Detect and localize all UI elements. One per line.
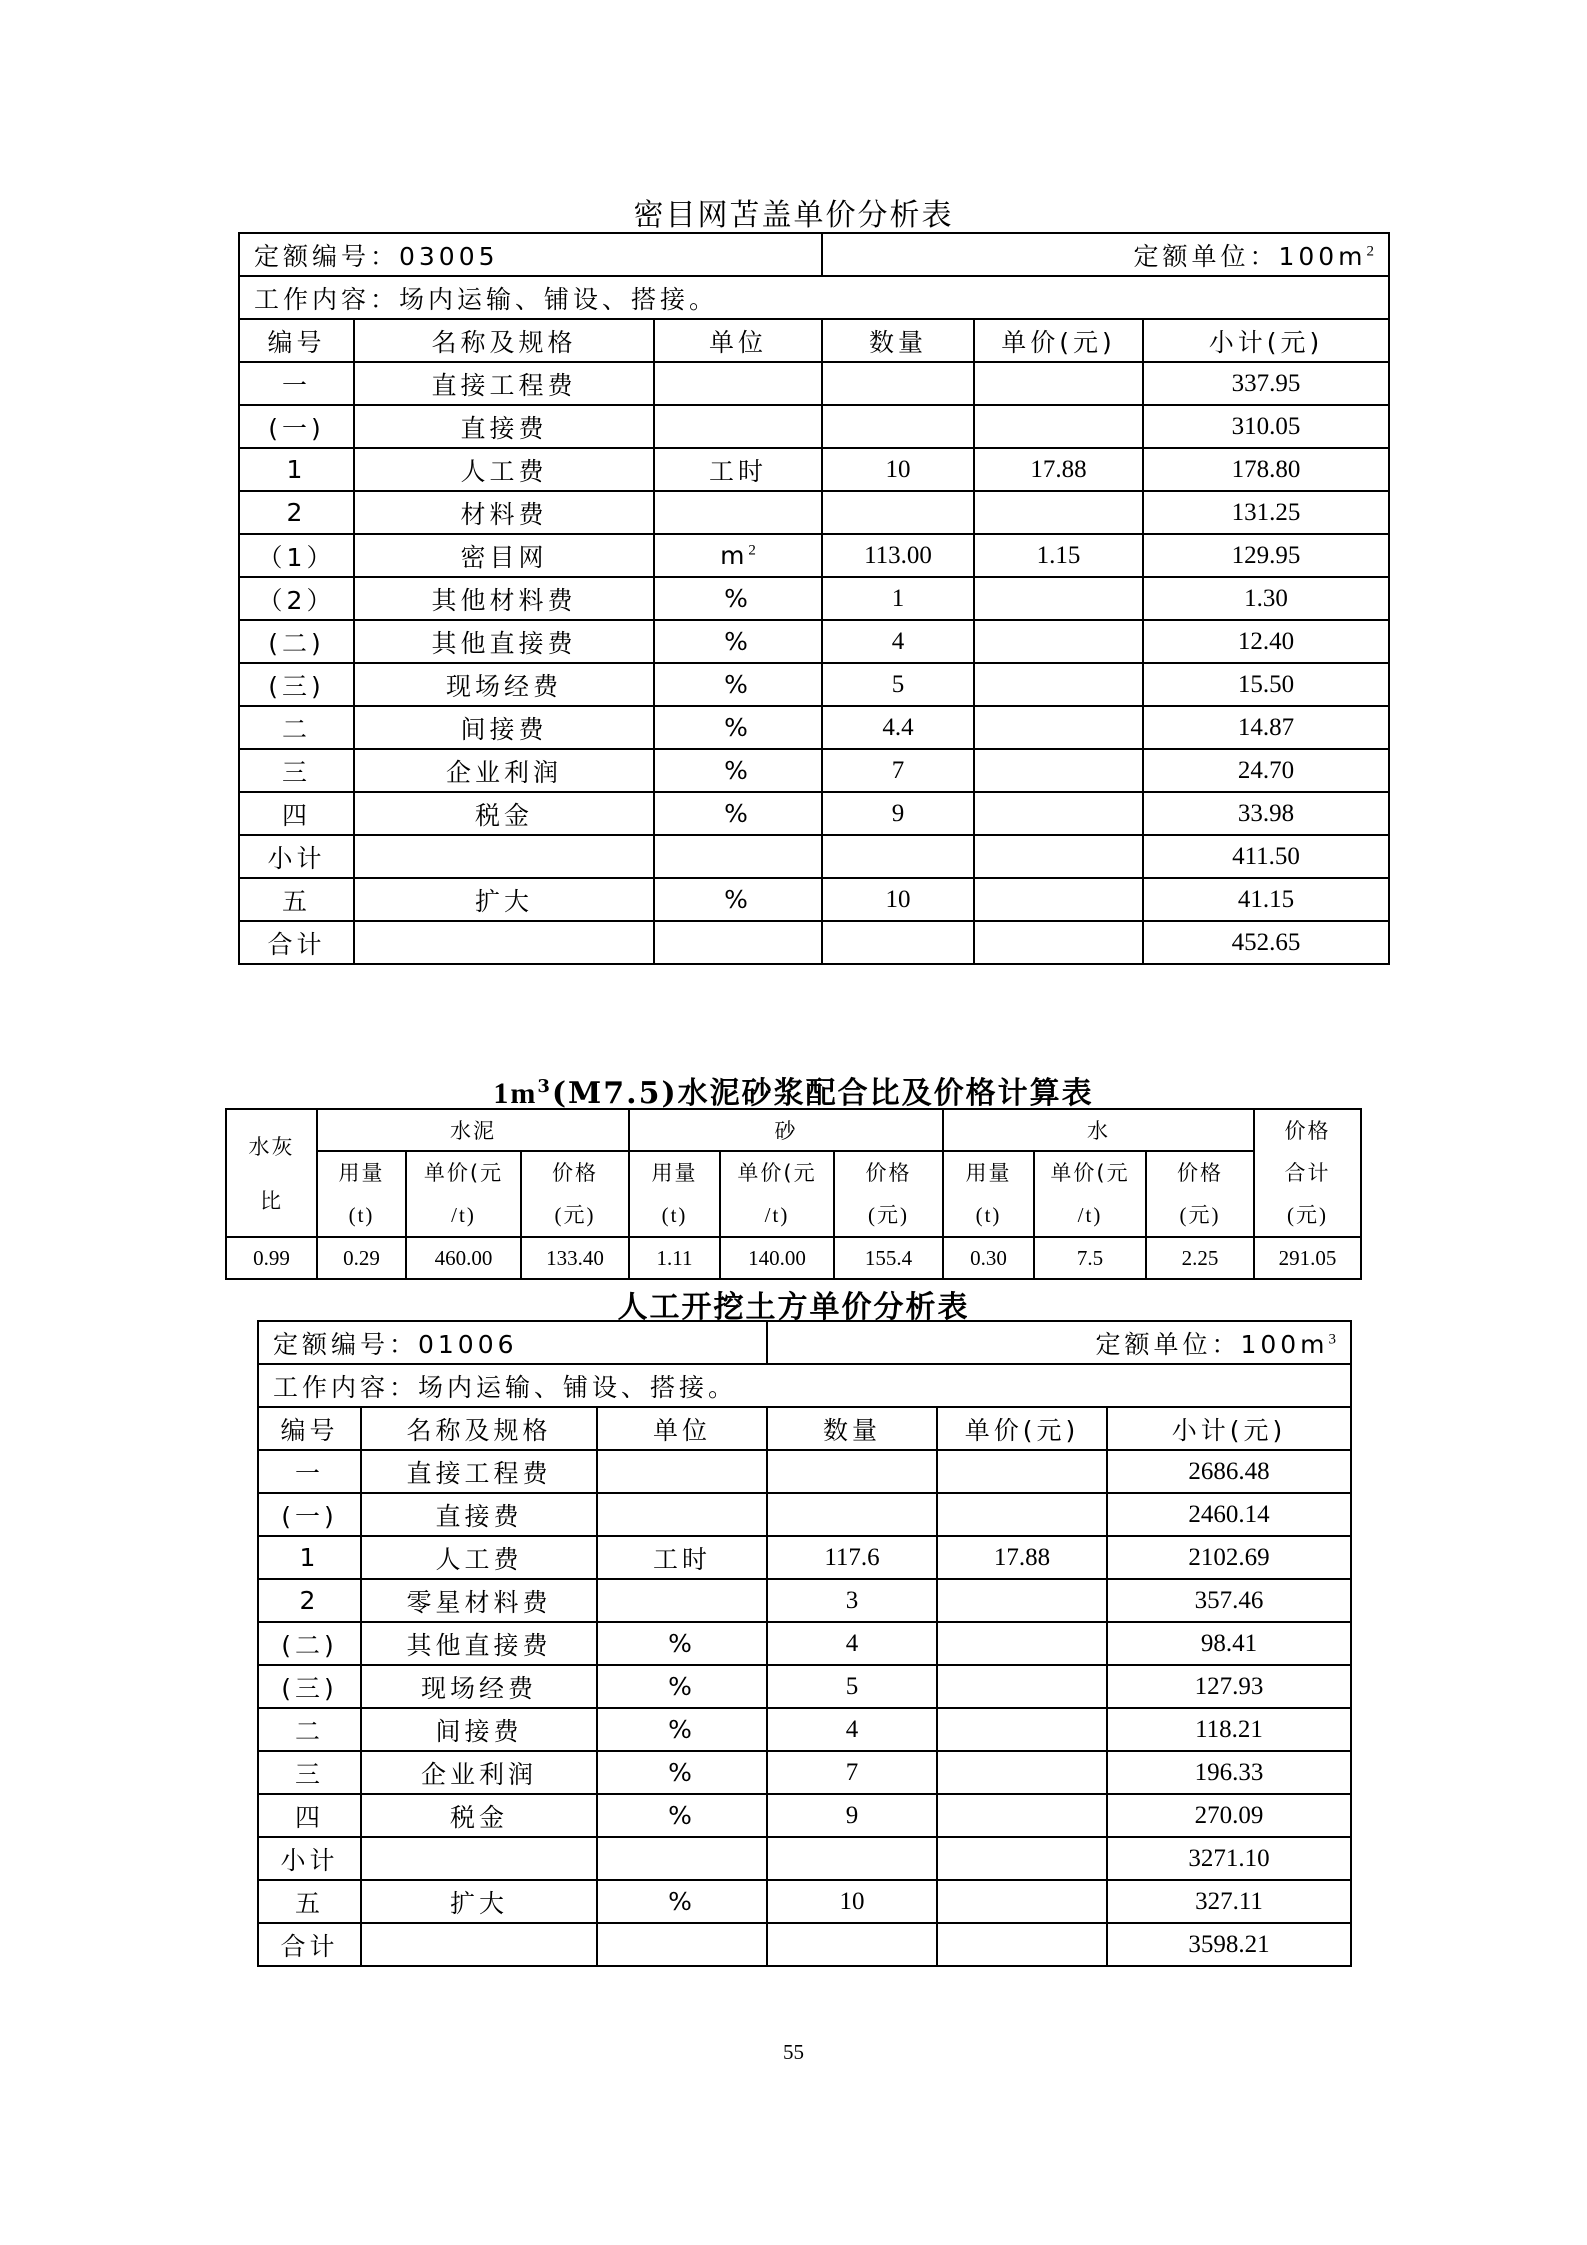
cell-price <box>937 1450 1107 1493</box>
header-cell: 名称及规格 <box>361 1407 597 1450</box>
cell-no: (三) <box>258 1665 361 1708</box>
water-usage-header: 用量 (t) <box>943 1151 1034 1237</box>
cell-name <box>361 1923 597 1966</box>
cell-name: 直接工程费 <box>354 362 654 405</box>
work-content: 工作内容：场内运输、铺设、搭接。 <box>239 276 1389 319</box>
cell-unit: % <box>654 706 822 749</box>
data-cell: 460.00 <box>406 1237 521 1279</box>
cell-price: 17.88 <box>937 1536 1107 1579</box>
cell-qty: 113.00 <box>822 534 974 577</box>
water-cement-ratio-header: 水灰 比 <box>226 1109 317 1237</box>
cell-name <box>354 921 654 964</box>
table-row <box>258 1794 1351 1837</box>
table3-title: 人工开挖土方单价分析表 <box>617 1290 970 1325</box>
cell-price: 1.15 <box>974 534 1143 577</box>
cell-no: 三 <box>239 749 354 792</box>
table-row <box>258 1837 1351 1880</box>
cell-price <box>974 405 1143 448</box>
quota-unit: 定额单位：$100m^2$ <box>822 233 1389 276</box>
cell-no: (三) <box>239 663 354 706</box>
cell-sub: 337.95 <box>1143 362 1389 405</box>
cell-price <box>974 706 1143 749</box>
cell-name: 直接费 <box>354 405 654 448</box>
cell-no: 三 <box>258 1751 361 1794</box>
cell-price <box>974 362 1143 405</box>
quota-number: 定额编号：01006 <box>258 1321 767 1364</box>
table-row <box>258 1923 1351 1966</box>
cell-sub: 196.33 <box>1107 1751 1351 1794</box>
table-row <box>258 1450 1351 1493</box>
cell-unit <box>597 1923 767 1966</box>
cell-no: 一 <box>239 362 354 405</box>
cell-qty <box>767 1837 937 1880</box>
cell-unit: % <box>654 749 822 792</box>
data-cell: 155.4 <box>834 1237 943 1279</box>
cell-sub: 118.21 <box>1107 1708 1351 1751</box>
table2-title: $1m^3(M7.5)$水泥砂浆配合比及价格计算表 <box>493 1076 1094 1111</box>
cell-unit: % <box>597 1880 767 1923</box>
table-row <box>258 1579 1351 1622</box>
cell-price <box>937 1579 1107 1622</box>
data-cell: 0.30 <box>943 1237 1034 1279</box>
table3-manual-excavation <box>257 1320 1352 1967</box>
data-cell: 133.40 <box>521 1237 629 1279</box>
table-row <box>239 491 1389 534</box>
data-cell: 7.5 <box>1034 1237 1146 1279</box>
cell-qty: 10 <box>822 448 974 491</box>
cell-price <box>937 1923 1107 1966</box>
cell-name <box>354 835 654 878</box>
water-unit-price-header: 单价(元 /t) <box>1034 1151 1146 1237</box>
cell-qty: 4 <box>767 1708 937 1751</box>
cell-qty: 4 <box>767 1622 937 1665</box>
cell-name: 间接费 <box>361 1708 597 1751</box>
cell-qty <box>767 1450 937 1493</box>
cell-no: 四 <box>258 1794 361 1837</box>
table-header-row <box>239 319 1389 362</box>
cell-name: 扩大 <box>361 1880 597 1923</box>
cell-price <box>974 835 1143 878</box>
header-cell: 数量 <box>822 319 974 362</box>
table-row <box>239 878 1389 921</box>
table-row <box>258 1493 1351 1536</box>
data-cell: 291.05 <box>1254 1237 1361 1279</box>
cell-sub: 15.50 <box>1143 663 1389 706</box>
cement-price-header: 价格 (元) <box>521 1151 629 1237</box>
table-row <box>239 921 1389 964</box>
cell-no: 合计 <box>258 1923 361 1966</box>
cell-sub: 178.80 <box>1143 448 1389 491</box>
cell-price <box>937 1751 1107 1794</box>
cell-price <box>937 1493 1107 1536</box>
cell-qty <box>767 1923 937 1966</box>
table2-mortar-mix <box>225 1108 1362 1280</box>
table-row <box>239 577 1389 620</box>
cell-qty: 1 <box>822 577 974 620</box>
cell-qty: 9 <box>767 1794 937 1837</box>
cell-unit <box>654 491 822 534</box>
cell-qty <box>767 1493 937 1536</box>
cell-sub: 2102.69 <box>1107 1536 1351 1579</box>
cell-sub: 357.46 <box>1107 1579 1351 1622</box>
cell-qty: 4 <box>822 620 974 663</box>
cell-no: 二 <box>239 706 354 749</box>
cell-sub: 14.87 <box>1143 706 1389 749</box>
table-row <box>239 362 1389 405</box>
cell-no: (一) <box>239 405 354 448</box>
group-cement: 水泥 <box>317 1109 629 1151</box>
cell-qty: 117.6 <box>767 1536 937 1579</box>
cell-no: 2 <box>239 491 354 534</box>
cell-price <box>937 1837 1107 1880</box>
cell-unit: % <box>597 1665 767 1708</box>
cell-name: 现场经费 <box>354 663 654 706</box>
cell-no: 1 <box>258 1536 361 1579</box>
cell-price <box>974 491 1143 534</box>
cell-name: 企业利润 <box>354 749 654 792</box>
cell-unit <box>654 921 822 964</box>
table-row <box>258 1536 1351 1579</box>
cell-no: (二) <box>239 620 354 663</box>
table-row <box>258 1665 1351 1708</box>
data-cell: 140.00 <box>720 1237 834 1279</box>
cell-name: 企业利润 <box>361 1751 597 1794</box>
cell-sub: 270.09 <box>1107 1794 1351 1837</box>
cell-name: 零星材料费 <box>361 1579 597 1622</box>
group-sand: 砂 <box>629 1109 943 1151</box>
cell-unit <box>597 1450 767 1493</box>
total-price-header: 价格 合计 (元) <box>1254 1109 1361 1237</box>
cell-no: 小计 <box>239 835 354 878</box>
cell-qty: 9 <box>822 792 974 835</box>
cell-no: （1） <box>239 534 354 577</box>
cell-unit: % <box>654 663 822 706</box>
cell-unit: % <box>654 878 822 921</box>
cell-sub: 12.40 <box>1143 620 1389 663</box>
table-row <box>239 835 1389 878</box>
cell-name <box>361 1837 597 1880</box>
cell-no: 1 <box>239 448 354 491</box>
cell-name: 材料费 <box>354 491 654 534</box>
cement-usage-header: 用量 (t) <box>317 1151 406 1237</box>
data-cell: 0.29 <box>317 1237 406 1279</box>
cell-unit <box>597 1493 767 1536</box>
cell-sub: 98.41 <box>1107 1622 1351 1665</box>
table-row <box>239 749 1389 792</box>
cell-unit: $m^2$ <box>654 534 822 577</box>
cell-unit: % <box>654 577 822 620</box>
cell-price <box>974 921 1143 964</box>
cell-name: 其他材料费 <box>354 577 654 620</box>
cell-unit: % <box>654 792 822 835</box>
group-water: 水 <box>943 1109 1254 1151</box>
cell-qty: 5 <box>767 1665 937 1708</box>
table-row <box>239 534 1389 577</box>
cell-no: 二 <box>258 1708 361 1751</box>
sand-price-header: 价格 (元) <box>834 1151 943 1237</box>
cell-sub: 131.25 <box>1143 491 1389 534</box>
header-cell: 小计(元) <box>1107 1407 1351 1450</box>
cell-no: 小计 <box>258 1837 361 1880</box>
cell-unit: % <box>597 1708 767 1751</box>
cell-name: 其他直接费 <box>361 1622 597 1665</box>
cell-qty <box>822 362 974 405</box>
sand-usage-header: 用量 (t) <box>629 1151 720 1237</box>
cell-qty: 10 <box>822 878 974 921</box>
cell-qty <box>822 405 974 448</box>
cell-sub: 310.05 <box>1143 405 1389 448</box>
cell-unit <box>654 362 822 405</box>
header-cell: 单位 <box>654 319 822 362</box>
cell-unit: 工时 <box>654 448 822 491</box>
cell-sub: 411.50 <box>1143 835 1389 878</box>
cell-name: 税金 <box>361 1794 597 1837</box>
header-cell: 编号 <box>258 1407 361 1450</box>
cell-no: 五 <box>258 1880 361 1923</box>
header-cell: 编号 <box>239 319 354 362</box>
cell-unit: % <box>597 1751 767 1794</box>
table-row <box>239 448 1389 491</box>
cell-unit <box>654 835 822 878</box>
table-row <box>239 405 1389 448</box>
cell-name: 税金 <box>354 792 654 835</box>
cell-qty: 7 <box>767 1751 937 1794</box>
cell-name: 现场经费 <box>361 1665 597 1708</box>
cell-qty: 5 <box>822 663 974 706</box>
cement-unit-price-header: 单价(元 /t) <box>406 1151 521 1237</box>
header-cell: 单位 <box>597 1407 767 1450</box>
cell-unit <box>597 1579 767 1622</box>
cell-price <box>974 792 1143 835</box>
cell-qty: 3 <box>767 1579 937 1622</box>
cell-sub: 452.65 <box>1143 921 1389 964</box>
table1-title: 密目网苫盖单价分析表 <box>633 198 954 233</box>
cell-sub: 33.98 <box>1143 792 1389 835</box>
cell-no: 一 <box>258 1450 361 1493</box>
cell-sub: 24.70 <box>1143 749 1389 792</box>
cell-sub: 41.15 <box>1143 878 1389 921</box>
cell-price <box>974 620 1143 663</box>
cell-sub: 127.93 <box>1107 1665 1351 1708</box>
header-cell: 单价(元) <box>974 319 1143 362</box>
table-header-row <box>258 1407 1351 1450</box>
cell-price <box>937 1708 1107 1751</box>
data-cell: 1.11 <box>629 1237 720 1279</box>
cell-unit <box>654 405 822 448</box>
cell-qty: 4.4 <box>822 706 974 749</box>
table-row <box>258 1751 1351 1794</box>
cell-qty: 7 <box>822 749 974 792</box>
cell-price <box>974 749 1143 792</box>
cell-unit: % <box>597 1622 767 1665</box>
header-cell: 小计(元) <box>1143 319 1389 362</box>
cell-unit: % <box>597 1794 767 1837</box>
table-row <box>239 706 1389 749</box>
cell-price <box>937 1794 1107 1837</box>
cell-price <box>937 1622 1107 1665</box>
cell-sub: 2686.48 <box>1107 1450 1351 1493</box>
cell-no: 合计 <box>239 921 354 964</box>
cell-sub: 3271.10 <box>1107 1837 1351 1880</box>
table1-safety-net-cover <box>238 232 1390 965</box>
cell-price <box>974 577 1143 620</box>
cell-unit: 工时 <box>597 1536 767 1579</box>
cell-price: 17.88 <box>974 448 1143 491</box>
cell-sub: 1.30 <box>1143 577 1389 620</box>
table-row <box>239 620 1389 663</box>
cell-name: 其他直接费 <box>354 620 654 663</box>
page-number: 55 <box>783 2040 804 2064</box>
data-cell: 0.99 <box>226 1237 317 1279</box>
cell-price <box>937 1665 1107 1708</box>
table-row <box>239 792 1389 835</box>
cell-no: （2） <box>239 577 354 620</box>
cell-name: 直接费 <box>361 1493 597 1536</box>
cell-no: (一) <box>258 1493 361 1536</box>
cell-unit: % <box>654 620 822 663</box>
work-content: 工作内容：场内运输、铺设、搭接。 <box>258 1364 1351 1407</box>
cell-sub: 327.11 <box>1107 1880 1351 1923</box>
sand-unit-price-header: 单价(元 /t) <box>720 1151 834 1237</box>
cell-name: 人工费 <box>354 448 654 491</box>
quota-unit: 定额单位：$100m^3$ <box>767 1321 1351 1364</box>
cell-name: 人工费 <box>361 1536 597 1579</box>
cell-no: 四 <box>239 792 354 835</box>
cell-qty <box>822 491 974 534</box>
table-row <box>239 663 1389 706</box>
quota-number: 定额编号：03005 <box>239 233 822 276</box>
table-row <box>258 1880 1351 1923</box>
table2-data-row <box>226 1237 1361 1279</box>
header-cell: 名称及规格 <box>354 319 654 362</box>
header-cell: 单价(元) <box>937 1407 1107 1450</box>
cell-no: 五 <box>239 878 354 921</box>
cell-unit <box>597 1837 767 1880</box>
cell-name: 间接费 <box>354 706 654 749</box>
cell-no: (二) <box>258 1622 361 1665</box>
cell-qty <box>822 835 974 878</box>
cell-sub: 129.95 <box>1143 534 1389 577</box>
cell-name: 直接工程费 <box>361 1450 597 1493</box>
cell-no: 2 <box>258 1579 361 1622</box>
cell-price <box>974 663 1143 706</box>
cell-name: 扩大 <box>354 878 654 921</box>
cell-sub: 3598.21 <box>1107 1923 1351 1966</box>
header-cell: 数量 <box>767 1407 937 1450</box>
cell-price <box>937 1880 1107 1923</box>
data-cell: 2.25 <box>1146 1237 1254 1279</box>
table-row <box>258 1622 1351 1665</box>
table-row <box>258 1708 1351 1751</box>
cell-price <box>974 878 1143 921</box>
cell-name: 密目网 <box>354 534 654 577</box>
cell-qty: 10 <box>767 1880 937 1923</box>
cell-qty <box>822 921 974 964</box>
cell-sub: 2460.14 <box>1107 1493 1351 1536</box>
water-price-header: 价格 (元) <box>1146 1151 1254 1237</box>
